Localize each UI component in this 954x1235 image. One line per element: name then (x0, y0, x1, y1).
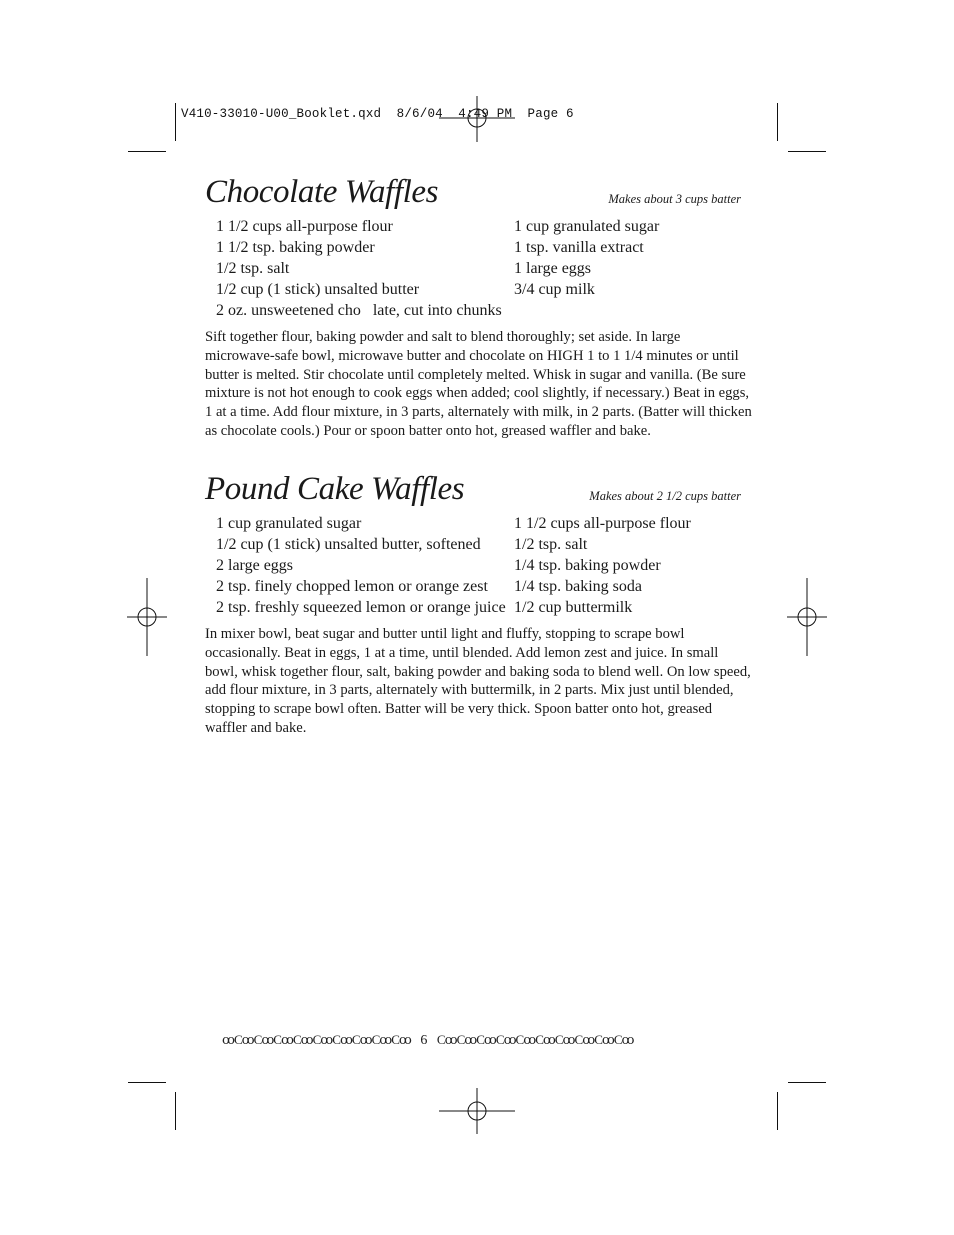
ingredient: 1 1/2 cups all-purpose flour (514, 515, 691, 532)
registration-mark-right-icon (787, 578, 827, 656)
ingredient: 1 1/2 cups all-purpose flour (216, 218, 393, 235)
recipe-title: Chocolate Waffles (205, 174, 439, 210)
crop-mark (777, 1092, 778, 1130)
crop-mark (788, 1082, 826, 1083)
ingredients-left (216, 513, 506, 618)
ornament-swirl-icon: CꝏCꝏCꝏCꝏCꝏCꝏCꝏCꝏCꝏCꝏ (436, 1032, 634, 1047)
crop-mark (788, 151, 826, 152)
page-footer (222, 1032, 732, 1049)
recipe-yield: Makes about 3 cups batter (608, 192, 741, 206)
page-number: 6 (420, 1033, 428, 1048)
ingredient: 1 1/2 tsp. baking powder (216, 239, 375, 256)
ingredients-left (216, 216, 502, 321)
ingredient: 1/4 tsp. baking soda (514, 578, 642, 595)
ingredient: 1/2 tsp. salt (514, 536, 588, 553)
ingredient: 2 large eggs (216, 557, 294, 574)
ingredient: 1/2 cup buttermilk (514, 599, 633, 616)
ornament-swirl-icon: ꝏCꝏCꝏCꝏCꝏCꝏCꝏCꝏCꝏCꝏ (222, 1032, 411, 1047)
crop-mark (175, 1092, 176, 1130)
crop-mark (777, 103, 778, 141)
ingredient: 1/2 tsp. salt (216, 260, 290, 277)
ingredient: 1 cup granulated sugar (514, 218, 660, 235)
ingredient: 1/4 tsp. baking powder (514, 557, 661, 574)
registration-mark-left-icon (127, 578, 167, 656)
recipe-directions: In mixer bowl, beat sugar and butter until light and fluffy, stopping to scrape bowl occasionally. Beat in eggs, 1 at a time, until blended. Add lemon zest and juice. In small bowl, whisk together flour, salt, baking powder and baking soda to blend well. On low speed, add flour mixture, in 3 parts, alternately with buttermilk, in 2 parts. Mix just until blended, stopping to scrape bowl often. Batter will be very thick. Spoon batter onto hot, greased waffler and bake. (205, 626, 751, 736)
ingredients-right (514, 513, 691, 618)
registration-mark-bottom-icon (439, 1088, 515, 1134)
ingredient: 1 tsp. vanilla extract (514, 239, 644, 256)
recipe-directions: Sift together flour, baking powder and salt to blend thoroughly; set aside. In large microwave-safe bowl, microwave butter and chocolate on HIGH 1 to 1 1/4 minutes or until butter is melted. Stir chocolate until completely melted. Whisk in sugar and vanilla. (Be sure mixture is not hot enough to cook eggs when added; cool slightly, if necessary.) Beat in eggs, 1 at a time. Add flour mixture, in 3 parts, alternately with milk, in 2 parts. (Batter will thicken as chocolate cools.) Pour or spoon batter onto hot, greased waffler and bake. (205, 329, 752, 439)
print-slug: V410-33010-U00_Booklet.qxd 8/6/04 4:49 PM Page 6 (181, 107, 574, 121)
ingredient: 1/2 cup (1 stick) unsalted butter (216, 281, 420, 298)
ingredient: 2 oz. unsweetened cho late, cut into chunks (216, 302, 502, 319)
crop-mark (128, 151, 166, 152)
ingredient: 2 tsp. freshly squeezed lemon or orange juice (216, 599, 506, 616)
ingredients-right (514, 216, 659, 300)
ingredient: 2 tsp. finely chopped lemon or orange zest (216, 578, 488, 595)
crop-mark (128, 1082, 166, 1083)
recipe-title: Pound Cake Waffles (205, 471, 465, 507)
recipe-yield: Makes about 2 1/2 cups batter (589, 489, 741, 503)
ingredient: 1 large eggs (514, 260, 592, 277)
ingredient: 1/2 cup (1 stick) unsalted butter, softened (216, 536, 481, 553)
ingredient: 1 cup granulated sugar (216, 515, 362, 532)
ingredient: 3/4 cup milk (514, 281, 595, 298)
crop-mark (175, 103, 176, 141)
